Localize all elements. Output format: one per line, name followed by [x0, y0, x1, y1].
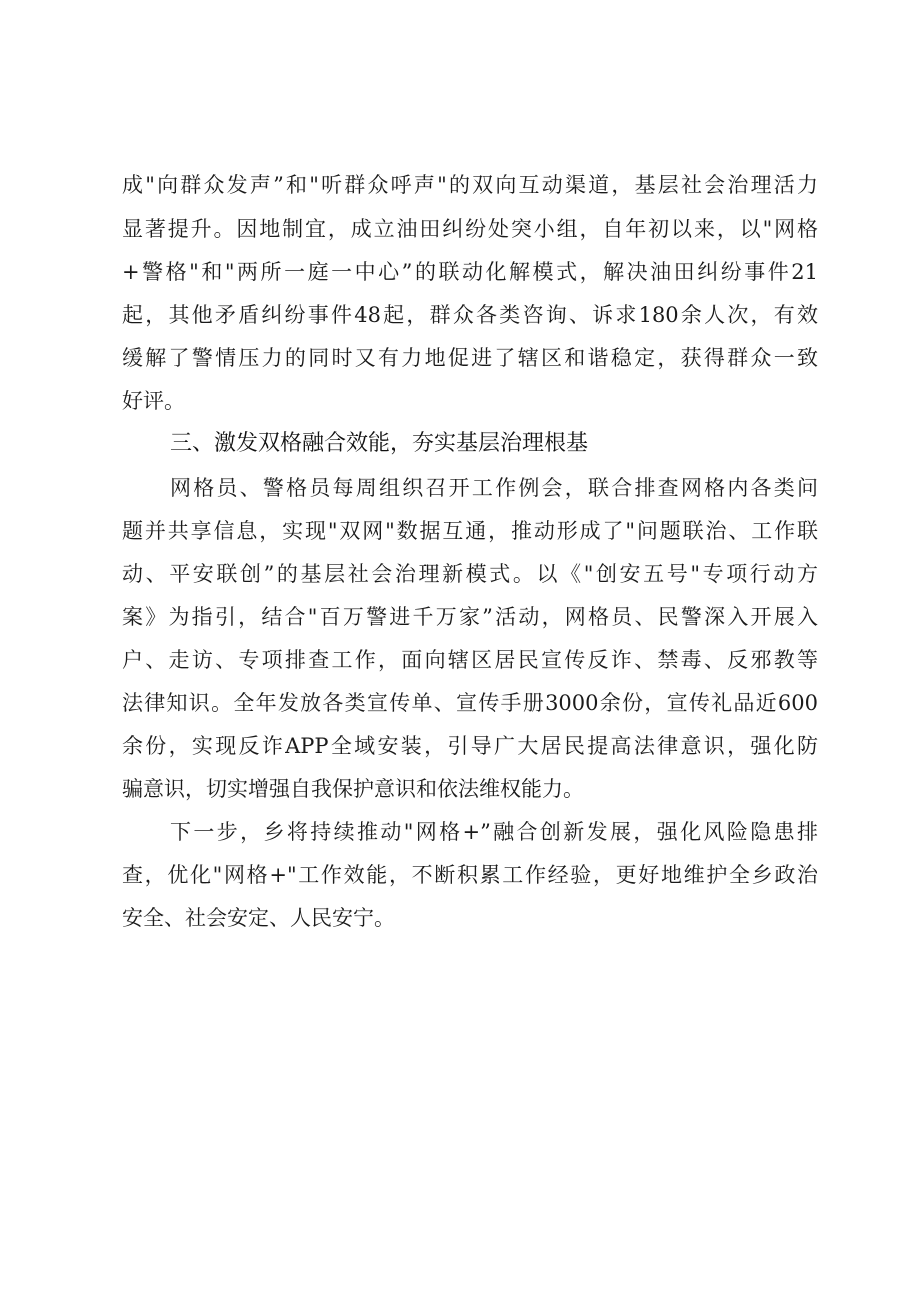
paragraph-line: 网格员、警格员每周组织召开工作例会，联合排查网格内各类问 — [170, 476, 818, 500]
paragraph-line: +警格"和"两所一庭一中心”的联动化解模式，解决油田纠纷事件21 — [122, 260, 818, 284]
paragraph-line: 余份，实现反诈APP全域安装，引导广大居民提高法律意识，强化防 — [122, 734, 818, 758]
paragraph-line: 骗意识，切实增强自我保护意识和依法维权能力。 — [122, 777, 584, 801]
paragraph-line: 起，其他矛盾纠纷事件48起，群众各类咨询、诉求180余人次，有效 — [122, 303, 818, 327]
paragraph-line: 安全、社会安定、人民安宁。 — [122, 906, 395, 930]
paragraph-line: 显著提升。因地制宜，成立油田纠纷处突小组，自年初以来，以"网格 — [122, 217, 818, 241]
paragraph-line: 好评。 — [122, 389, 185, 413]
paragraph-line: 法律知识。全年发放各类宣传单、宣传手册3000余份，宣传礼品近600 — [122, 691, 818, 715]
paragraph-line: 案》为指引，结合"百万警进千万家”活动，网格员、民警深入开展入 — [122, 605, 818, 629]
paragraph-line: 缓解了警情压力的同时又有力地促进了辖区和谐稳定，获得群众一致 — [122, 346, 818, 370]
section-heading: 三、激发双格融合效能，夯实基层治理根基 — [170, 431, 589, 456]
paragraph-line: 下一步，乡将持续推动"网格+”融合创新发展，强化风险隐患排 — [170, 820, 818, 844]
paragraph-line: 动、平安联创”的基层社会治理新模式。以《"创安五号"专项行动方 — [122, 562, 818, 586]
paragraph-line: 成"向群众发声”和"听群众呼声"的双向互动渠道，基层社会治理活力 — [122, 173, 818, 197]
paragraph-line: 户、走访、专项排查工作，面向辖区居民宣传反诈、禁毒、反邪教等 — [122, 648, 818, 672]
paragraph-line: 题并共享信息，实现"双网"数据互通，推动形成了"问题联治、工作联 — [122, 519, 818, 543]
paragraph-line: 查，优化"网格+"工作效能，不断积累工作经验，更好地维护全乡政治 — [122, 863, 818, 887]
